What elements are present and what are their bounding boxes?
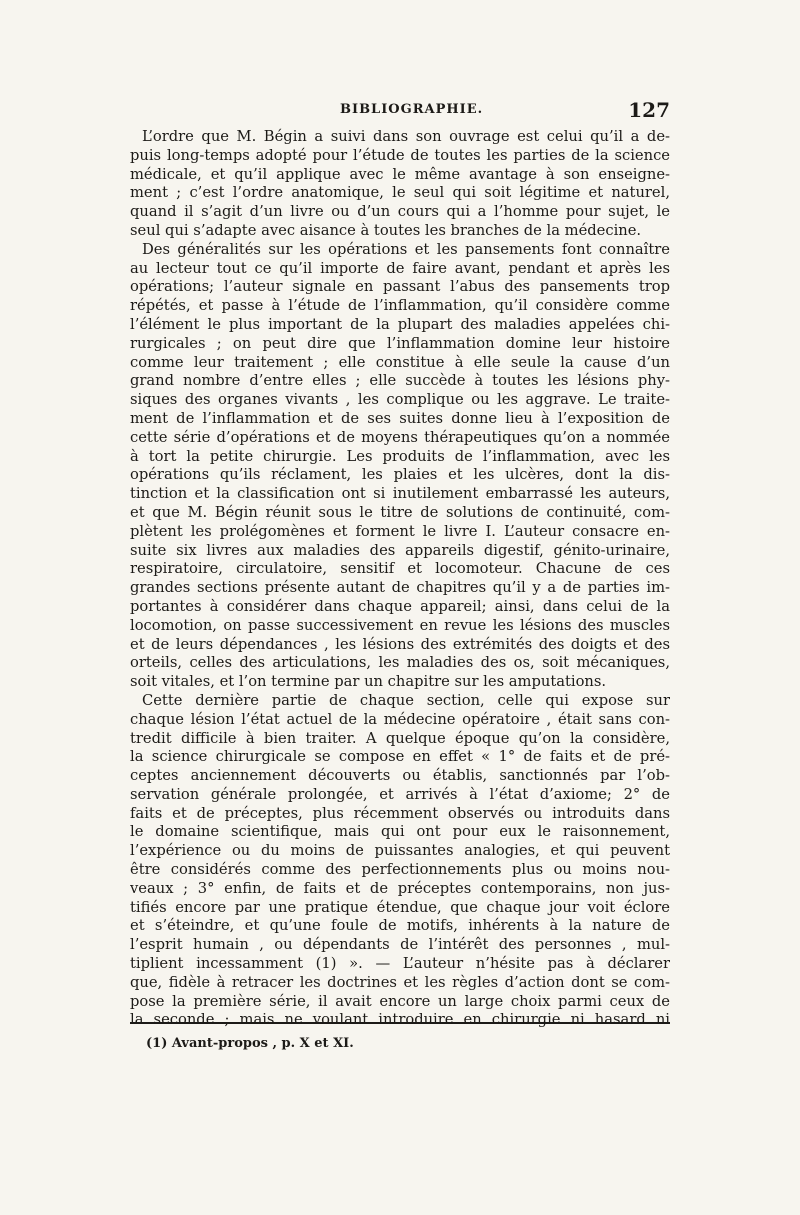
text-line: soit vitales, et l’on termine par un chapitre sur les amputations.: [130, 673, 607, 691]
text-line: que, fidèle à retracer les doctrines et les règles d’action dont se com-: [130, 973, 670, 991]
page-header: [130, 98, 670, 124]
text-line: Des généralités sur les opérations et les pansements font connaître: [142, 240, 670, 258]
text-line: ceptes anciennement découverts ou établis, sanctionnés par l’ob-: [130, 767, 670, 785]
text-line: veaux ; 3° enfin, de faits et de préceptes contemporains, non jus-: [130, 879, 670, 897]
text-line: pose la première série, il avait encore un large choix parmi ceux de: [130, 992, 670, 1010]
text-line: opérations; l’auteur signale en passant l’abus des pansements trop: [130, 278, 670, 296]
text-line: la seconde ; mais ne voulant introduire en chirurgie ni hasard ni: [130, 1011, 670, 1029]
text-line: au lecteur tout ce qu’il importe de faire avant, pendant et après les: [130, 259, 670, 277]
text-line: répétés, et passe à l’étude de l’inflammation, qu’il considère comme: [130, 297, 670, 315]
text-line: et que M. Bégin réunit sous le titre de solutions de continuité, com-: [130, 503, 670, 521]
text-line: l’élément le plus important de la plupart des maladies appelées chi-: [130, 315, 670, 333]
text-line: L’ordre que M. Bégin a suivi dans son ouvrage est celui qu’il a de-: [142, 128, 670, 145]
text-line: ment de l’inflammation et de ses suites donne lieu à l’exposition de: [130, 409, 670, 427]
text-line: comme leur traitement ; elle constitue à elle seule la cause d’un: [130, 353, 670, 371]
text-line: servation générale prolongée, et arrivés à l’état d’axiome; 2° de: [130, 785, 670, 803]
body-text: [130, 128, 670, 1030]
text-line: suite six livres aux maladies des appareils digestif, génito-urinaire,: [130, 541, 670, 559]
text-line: Cette dernière partie de chaque section, celle qui expose sur: [142, 691, 670, 709]
running-title: BIBLIOGRAPHIE.: [340, 102, 484, 117]
text-line: seul qui s’adapte avec aisance à toutes les branches de la médecine.: [130, 221, 642, 239]
text-line: l’expérience ou du moins de puissantes analogies, et qui peuvent: [130, 842, 670, 860]
text-line: tredit difficile à bien traiter. A quelque époque qu’on la considère,: [130, 729, 670, 747]
text-line: cette série d’opérations et de moyens thérapeutiques qu’on a nommée: [130, 428, 670, 446]
text-line: médicale, et qu’il applique avec le même avantage à son enseigne-: [130, 165, 670, 183]
text-line: le domaine scientifique, mais qui ont pour eux le raisonnement,: [130, 823, 670, 841]
text-line: puis long-temps adopté pour l’étude de toutes les parties de la science: [130, 146, 670, 164]
text-line: tiplient incessamment (1) ». — L’auteur n’hésite pas à déclarer: [130, 955, 670, 973]
text-line: et s’éteindre, et qu’une foule de motifs, inhérents à la nature de: [130, 917, 670, 935]
text-line: respiratoire, circulatoire, sensitif et locomoteur. Chacune de ces: [130, 560, 670, 578]
text-line: chaque lésion l’état actuel de la médecine opératoire , était sans con-: [130, 710, 670, 728]
footnote: (1) Avant-propos , p. X et XI.: [146, 1036, 354, 1051]
text-line: grandes sections présente autant de chapitres qu’il y a de parties im-: [130, 579, 670, 597]
text-line: à tort la petite chirurgie. Les produits de l’inflammation, avec les: [130, 447, 670, 465]
text-line: ment ; c’est l’ordre anatomique, le seul qui soit légitime et naturel,: [130, 184, 670, 202]
text-line: et de leurs dépendances , les lésions des extrémités des doigts et des: [130, 635, 670, 653]
footnote-rule: [130, 1022, 670, 1024]
text-line: opérations qu’ils réclament, les plaies et les ulcères, dont la dis-: [130, 466, 670, 484]
text-line: locomotion, on passe successivement en revue les lésions des muscles: [130, 616, 670, 634]
text-line: quand il s’agit d’un livre ou d’un cours qui a l’homme pour sujet, le: [130, 203, 670, 221]
text-line: plètent les prolégomènes et forment le livre I. L’auteur consacre en-: [130, 522, 670, 540]
text-line: tinction et la classification ont si inutilement embarrassé les auteurs,: [130, 485, 670, 503]
text-line: rurgicales ; on peut dire que l’inflammation domine leur histoire: [130, 334, 670, 352]
text-line: l’esprit humain , ou dépendants de l’intérêt des personnes , mul-: [130, 936, 670, 954]
page-number: 127: [628, 98, 670, 122]
text-line: siques des organes vivants , les complique ou les aggrave. Le traite-: [130, 391, 670, 409]
text-line: faits et de préceptes, plus récemment observés ou introduits dans: [130, 804, 670, 822]
text-line: grand nombre d’entre elles ; elle succède à toutes les lésions phy-: [130, 372, 670, 390]
text-line: portantes à considérer dans chaque appareil; ainsi, dans celui de la: [130, 597, 670, 615]
text-line: orteils, celles des articulations, les maladies des os, soit mécaniques,: [130, 654, 670, 672]
text-line: la science chirurgicale se compose en effet « 1° de faits et de pré-: [130, 748, 670, 766]
text-line: être considérés comme des perfectionnements plus ou moins nou-: [130, 861, 670, 879]
text-line: tifiés encore par une pratique étendue, que chaque jour voit éclore: [130, 898, 670, 916]
